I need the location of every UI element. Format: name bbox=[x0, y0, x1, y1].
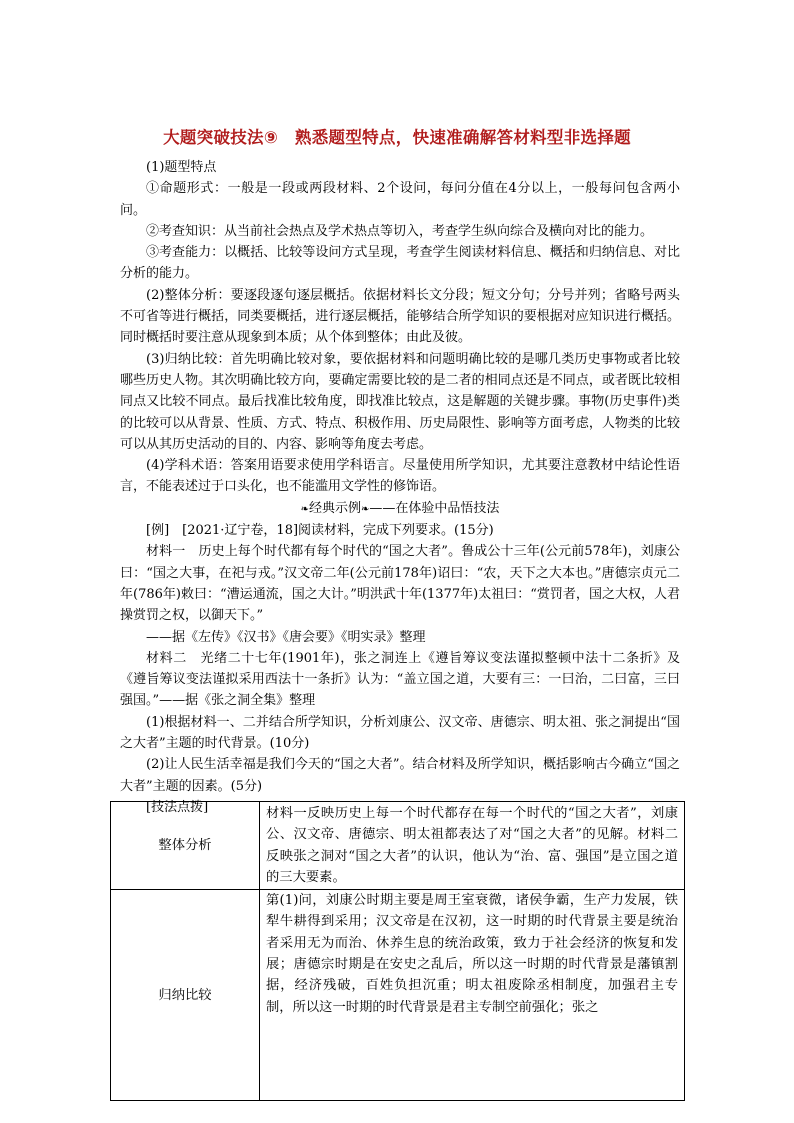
example-heading-text: 经典示例 bbox=[308, 500, 361, 516]
material-one: 材料一 历史上每个时代都有每个时代的“国之大者”。鲁成公十三年(公元前578年)，刘康公曰：“国之大事，在祀与戎。”汉文帝二年(公元前178年)诏曰：“农，天下之大本也。”唐德宗贞元二年(786年)敕曰：“漕运通流，国之大计。”明洪武十年(1377年)太祖曰：“赏罚者，国之大权，人君操赏罚之权，以御天下。” bbox=[120, 544, 680, 624]
paragraph-overall-analysis: (2)整体分析：要逐段逐句逐层概括。依据材料长文分段；短文分句；分号并列；省略号两头不可省等进行概括，同类要概括，进行逐层概括，能够结合所学知识的要根据对应知识进行概括。同时概括时要注意从现象到本质；从个体到整体；由此及彼。 bbox=[120, 287, 680, 346]
question-one: (1)根据材料一、二并结合所学知识，分析刘康公、汉文帝、唐德宗、明太祖、张之洞提出“国之大者”主题的时代背景。(10分) bbox=[120, 714, 680, 752]
paragraph-terminology: (4)学科术语：答案用语要求使用学科语言。尽量使用所学知识，尤其要注意教材中结论性语言，不能表述过于口头化，也不能滥用文学性的修饰语。 bbox=[120, 458, 680, 495]
example-intro: [例] [2021·辽宁卷，18]阅读材料，完成下列要求。(15分) bbox=[146, 523, 494, 539]
row-label-overall-analysis: 整体分析 bbox=[111, 802, 260, 890]
paragraph-ability: ③考查能力：以概括、比较等设问方式呈现，考查学生阅读材料信息、概括和归纳信息、对比分析的能力。 bbox=[120, 245, 680, 282]
row-label-comparison: 归纳比较 bbox=[111, 890, 260, 1101]
table-row bbox=[111, 802, 685, 890]
question-two: (2)让人民生活幸福是我们今天的“国之大者”。结合材料及所学知识，概括影响古今确立“国之大者”主题的因素。(5分) bbox=[120, 757, 680, 794]
ornament-right-icon: ❧ bbox=[361, 503, 370, 515]
paragraph-comparison: (3)归纳比较：首先明确比较对象，要依据材料和问题明确比较的是哪几类历史事物或者比较哪些历史人物。其次明确比较方向，要确定需要比较的是二者的相同点还是不同点，或者既比较相同点又比较不同点。最后找准比较角度，即找准比较点，这是解题的关键步骤。事物(历史事件)类的比较可以从背景、性质、方式、特点、积极作用、历史局限性、影响等方面考虑，人物类的比较可以从其历史活动的目的、内容、影响等角度去考虑。 bbox=[120, 351, 680, 452]
section-heading: (1)题型特点 bbox=[146, 160, 217, 175]
table-row bbox=[111, 890, 685, 1101]
example-heading bbox=[120, 498, 680, 520]
page-title: 大题突破技法⑨ 熟悉题型特点，快速准确解答材料型非选择题 bbox=[163, 128, 631, 147]
ornament-left-icon: ❧ bbox=[300, 503, 309, 515]
row-content-comparison bbox=[260, 890, 685, 1101]
tips-table bbox=[110, 801, 685, 1101]
paragraph-command-form: ①命题形式：一般是一段或两段材料、2个设问，每问分值在4分以上，一般每问包含两小问。 bbox=[120, 181, 680, 218]
paragraph-knowledge: ②考查知识：从当前社会热点及学术热点等切入，考查学生纵向综合及横向对比的能力。 bbox=[146, 223, 654, 239]
row-content-comparison-text: 第(1)问，刘康公时期主要是周王室衰微，诸侯争霸，生产力发展，铁犁牛耕得到采用；汉文帝是在汉初，这一时期的时代背景主要是统治者采用无为而治、休养生息的统治政策，致力于社会经济的恢复和发展；唐德宗时期是在安史之乱后，所以这一时期的时代背景是藩镇割据，经济残破，百姓负担沉重；明太祖废除丞相制度，加强君主专制，所以这一时期的时代背景是君主专制空前强化；张之 bbox=[266, 893, 678, 1015]
example-heading-suffix: ——在体验中品悟技法 bbox=[369, 500, 500, 516]
material-one-source: ——据《左传》《汉书》《唐会要》《明实录》整理 bbox=[146, 629, 426, 645]
tips-heading: [技法点拨] bbox=[146, 799, 209, 815]
body-text bbox=[120, 157, 680, 818]
row-content-overall-analysis: 材料一反映历史上每一个时代都存在每一个时代的“国之大者”，刘康公、汉文帝、唐德宗、明太祖都表达了对“国之大者”的见解。材料二反映张之洞对“国之大者”的认识，他认为“治、富、强国”是立国之道的三大要素。 bbox=[260, 802, 685, 890]
material-two: 材料二 光绪二十七年(1901年)，张之洞连上《遵旨筹议变法谨拟整顿中法十二条折》及《遵旨筹议变法谨拟采用西法十一条折》认为：“盖立国之道，大要有三：一曰治，二曰富，三曰强国。”——据《张之洞全集》整理 bbox=[120, 650, 680, 709]
